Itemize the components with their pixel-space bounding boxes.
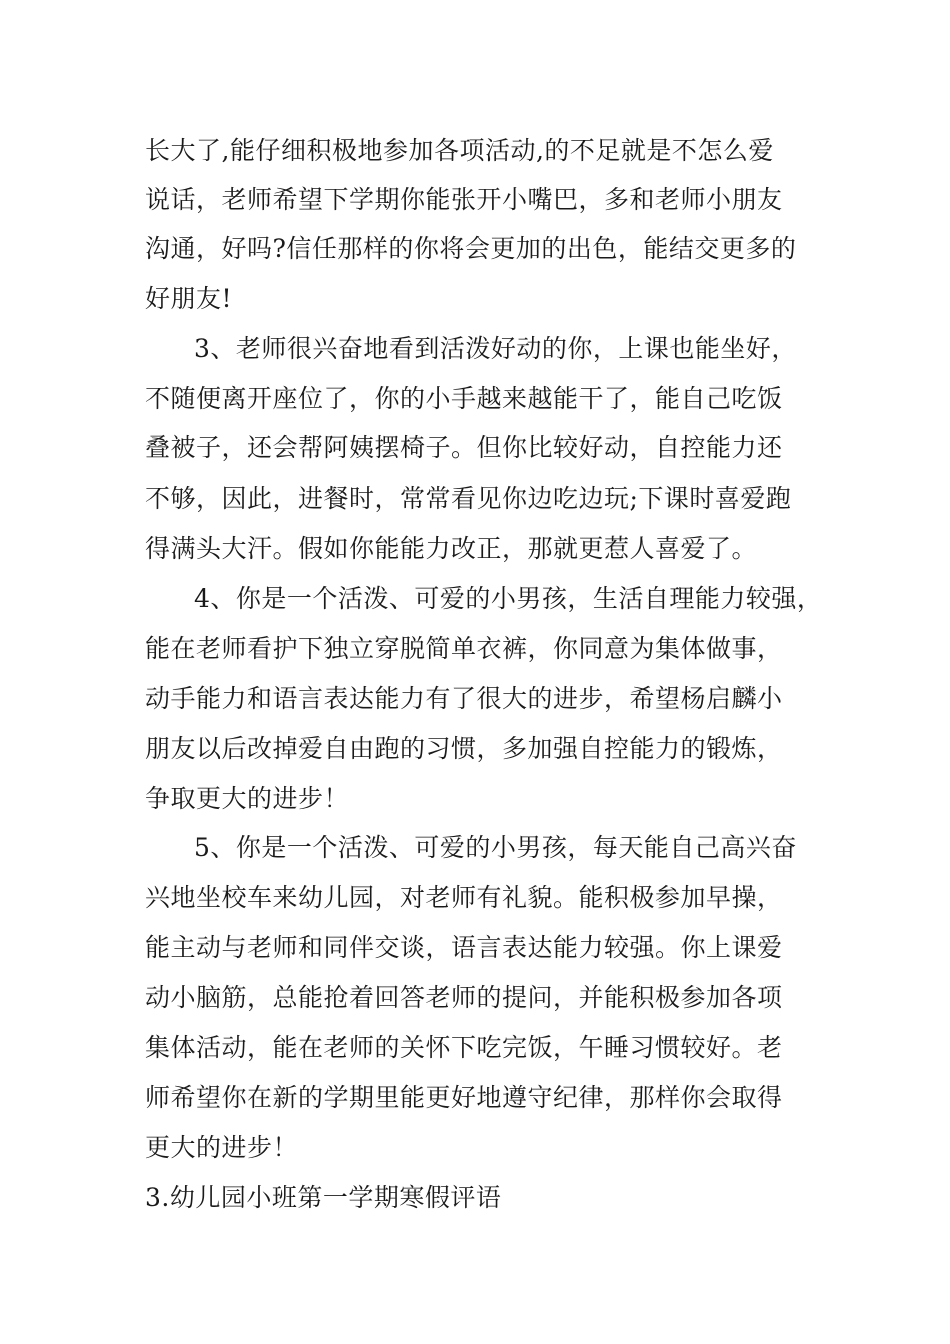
text-line: 更大的进步！	[145, 1133, 299, 1162]
text-line: 争取更大的进步！	[145, 784, 350, 813]
text-line: 动手能力和语言表达能力有了很大的进步，希望杨启麟小	[145, 684, 783, 713]
text-line: 得满头大汗。假如你能能力改正，那就更惹人喜爱了。	[145, 534, 758, 563]
text-line: 好朋友!	[145, 284, 233, 313]
text-line: 集体活动，能在老师的关怀下吃完饭，午睡习惯较好。老	[145, 1033, 783, 1062]
text-line: 兴地坐校车来幼儿园，对老师有礼貌。能积极参加早操，	[145, 883, 783, 912]
paragraph-start-5: 5、你是一个活泼、可爱的小男孩，每天能自己高兴奋	[194, 833, 797, 862]
text-line: 师希望你在新的学期里能更好地遵守纪律，那样你会取得	[145, 1083, 783, 1112]
paragraph-start-4: 4、你是一个活泼、可爱的小男孩，生活自理能力较强，	[194, 584, 823, 613]
section-heading: 3.幼儿园小班第一学期寒假评语	[145, 1183, 502, 1212]
text-line: 不够，因此，进餐时，常常看见你边吃边玩;下课时喜爱跑	[145, 484, 792, 513]
text-line: 说话，老师希望下学期你能张开小嘴巴，多和老师小朋友	[145, 185, 783, 214]
text-line: 不随便离开座位了，你的小手越来越能干了，能自己吃饭	[145, 384, 783, 413]
text-line: 动小脑筋，总能抢着回答老师的提问，并能积极参加各项	[145, 983, 783, 1012]
text-line: 能主动与老师和同伴交谈，语言表达能力较强。你上课爱	[145, 933, 783, 962]
text-line: 叠被子，还会帮阿姨摆椅子。但你比较好动，自控能力还	[145, 433, 783, 462]
text-line: 能在老师看护下独立穿脱简单衣裤，你同意为集体做事，	[145, 634, 783, 663]
text-line: 朋友以后改掉爱自由跑的习惯，多加强自控能力的锻炼，	[145, 734, 783, 763]
text-line: 长大了,能仔细积极地参加各项活动,的不足就是不怎么爱	[145, 136, 774, 165]
paragraph-start-3: 3、老师很兴奋地看到活泼好动的你，上课也能坐好，	[194, 334, 797, 363]
text-line: 沟通，好吗?信任那样的你将会更加的出色，能结交更多的	[145, 234, 797, 263]
